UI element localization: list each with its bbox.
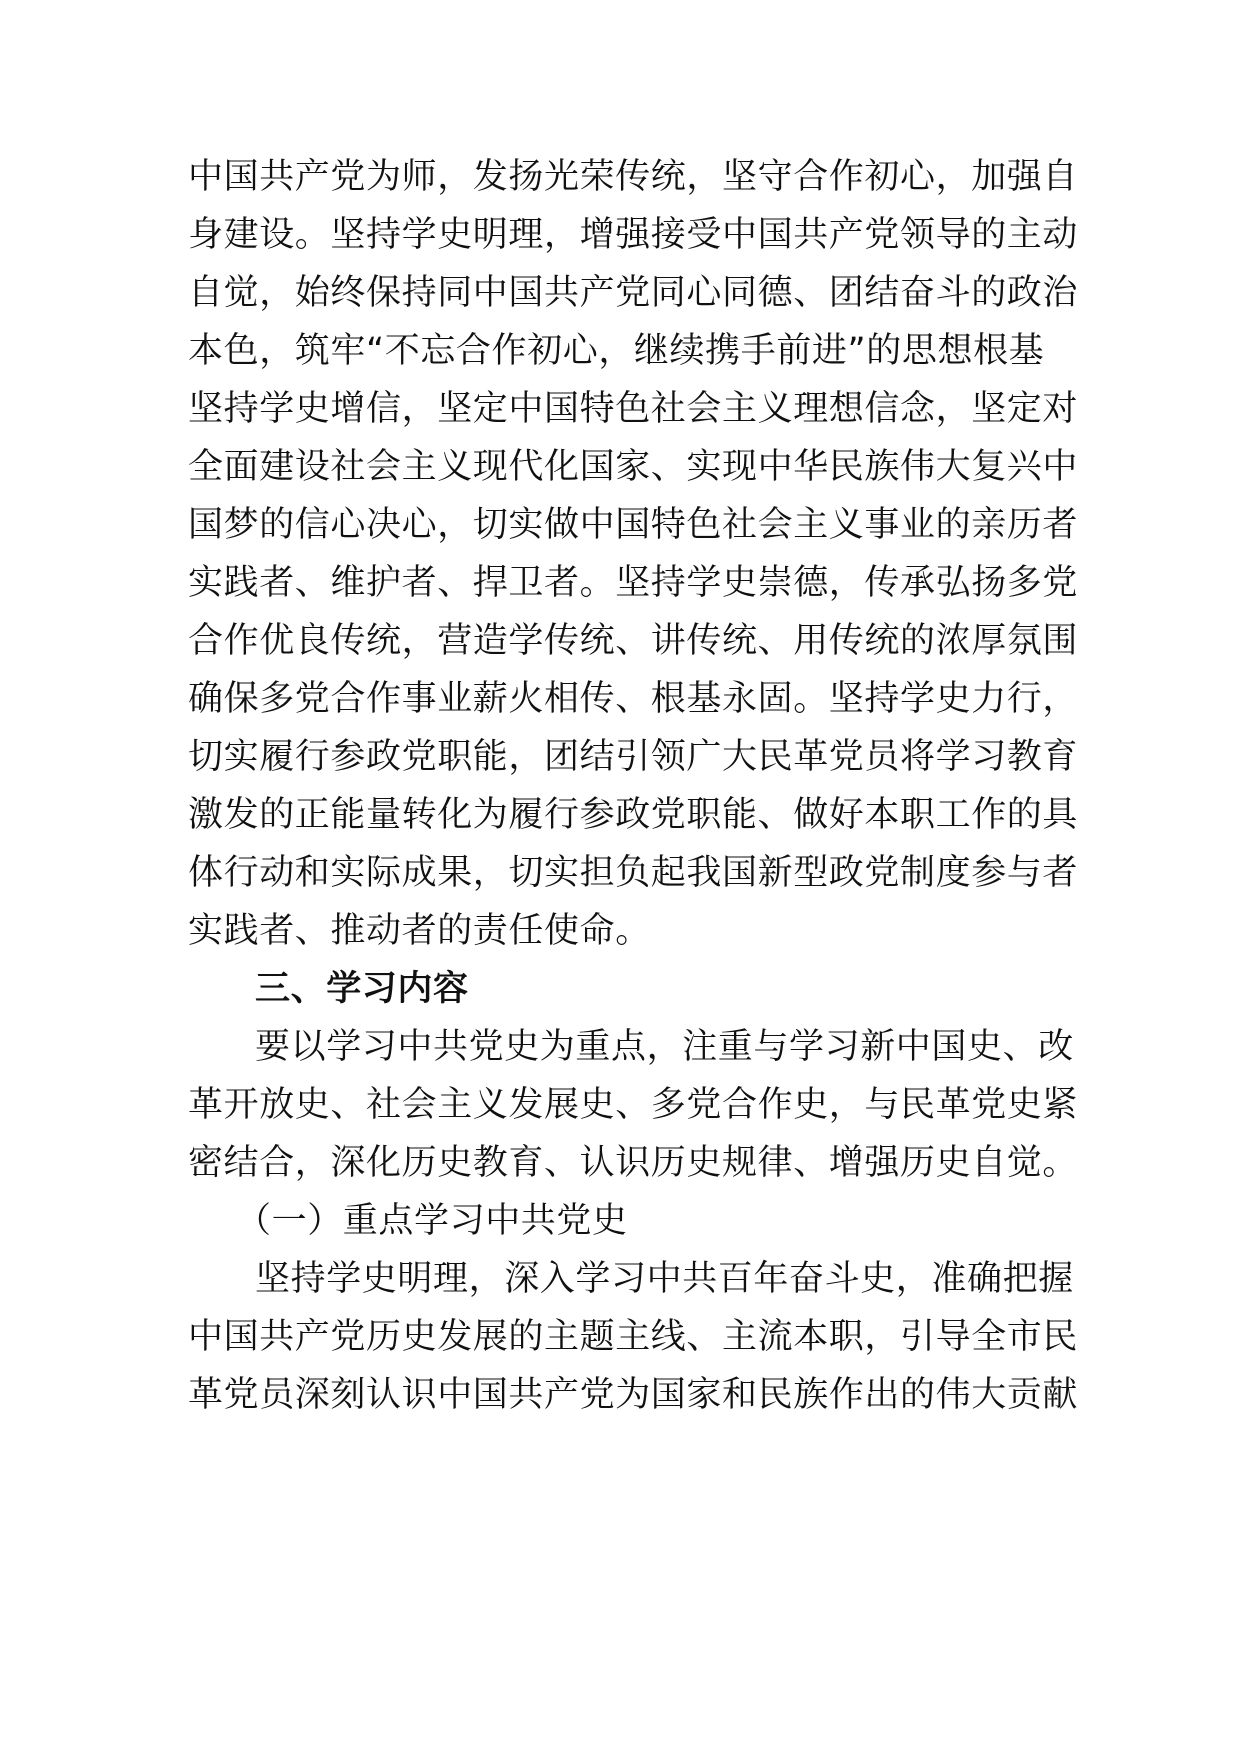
text-line: 要以学习中共党史为重点，注重与学习新中国史、改 (255, 1027, 1074, 1067)
text-line: 坚持学史明理，深入学习中共百年奋斗史，准确把握 (255, 1259, 1074, 1299)
text-line: 体行动和实际成果，切实担负起我国新型政党制度参与者 (188, 853, 1079, 893)
text-line: 激发的正能量转化为履行参政党职能、做好本职工作的具 (188, 795, 1079, 835)
text-line: 全面建设社会主义现代化国家、实现中华民族伟大复兴中 (188, 447, 1079, 487)
text-line: 实践者、维护者、捍卫者。坚持学史崇德，传承弘扬多党 (188, 563, 1079, 603)
text-line: 自觉，始终保持同中国共产党同心同德、团结奋斗的政治 (188, 273, 1079, 313)
subsection-heading: （一）重点学习中共党史 (236, 1201, 628, 1241)
text-line: 本色，筑牢“不忘合作初心，继续携手前进”的思想根基 (188, 331, 1045, 371)
text-line: 身建设。坚持学史明理，增强接受中国共产党领导的主动 (188, 215, 1079, 255)
text-line: 国梦的信心决心，切实做中国特色社会主义事业的亲历者 (188, 505, 1079, 545)
text-line: 革党员深刻认识中国共产党为国家和民族作出的伟大贡献 (188, 1375, 1079, 1415)
text-line: 中国共产党为师，发扬光荣传统，坚守合作初心，加强自 (188, 157, 1079, 197)
section-heading: 三、学习内容 (255, 969, 469, 1009)
text-line: 密结合，深化历史教育、认识历史规律、增强历史自觉。 (188, 1143, 1079, 1183)
text-line: 切实履行参政党职能，团结引领广大民革党员将学习教育 (188, 737, 1079, 777)
text-line: 革开放史、社会主义发展史、多党合作史，与民革党史紧 (188, 1085, 1079, 1125)
text-line: 中国共产党历史发展的主题主线、主流本职，引导全市民 (188, 1317, 1079, 1357)
text-line: 合作优良传统，营造学传统、讲传统、用传统的浓厚氛围 (188, 621, 1079, 661)
text-line: 确保多党合作事业薪火相传、根基永固。坚持学史力行， (188, 679, 1079, 719)
text-line: 实践者、推动者的责任使命。 (188, 911, 651, 951)
text-line: 坚持学史增信，坚定中国特色社会主义理想信念，坚定对 (188, 389, 1079, 429)
